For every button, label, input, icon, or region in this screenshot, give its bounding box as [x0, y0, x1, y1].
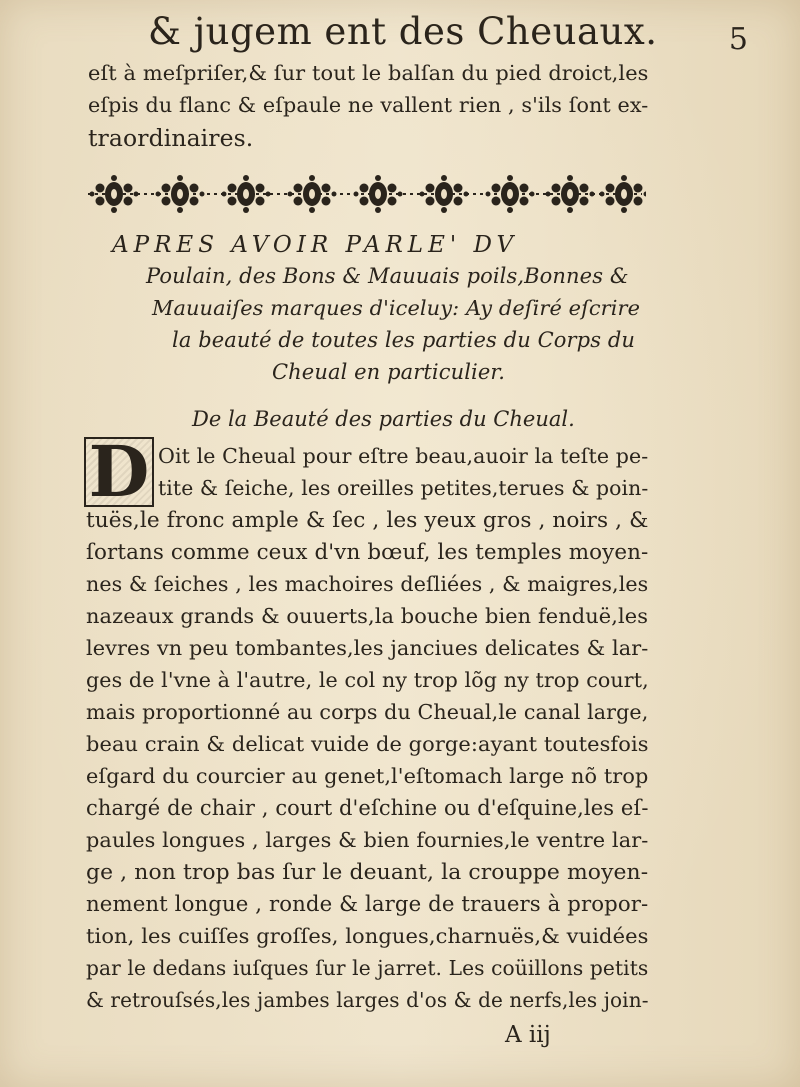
body-line: tite & ſeiche, les oreilles petites,terues & poin-	[158, 476, 649, 500]
signature-mark: A iij	[505, 1022, 551, 1048]
body-line: & retrouſsés,les jambes larges d'os & de nerfs,les join-	[86, 988, 649, 1012]
body-line: ſortans comme ceux d'vn bœuf, les temples moyen-	[86, 540, 649, 565]
drop-cap	[84, 430, 154, 513]
body-line: ges de l'vne à l'autre, le col ny trop lõg ny trop court,	[86, 668, 649, 692]
fleuron-ornament-band	[84, 172, 646, 216]
body-line: ge , non trop bas ſur le deuant, la crouppe moyen-	[86, 860, 649, 885]
heading-line: APRES AVOIR PARLE' DV	[112, 232, 519, 258]
heading-line: Poulain, des Bons & Mauuais poils,Bonnes &	[146, 264, 629, 288]
intro-line: eſpis du flanc & eſpaule ne vallent rien , s'ils ſont ex-	[88, 93, 649, 117]
heading-line: la beauté de toutes les parties du Corps du	[172, 328, 636, 352]
page-number: 5	[728, 22, 748, 57]
intro-line: traordinaires.	[88, 124, 254, 152]
body-line: par le dedans iuſques ſur le jarret. Les coüillons petits	[86, 956, 649, 980]
running-title: & jugem ent des Cheuaux.	[148, 10, 658, 53]
body-line: levres vn peu tombantes,les janciues delicates & lar-	[86, 636, 649, 660]
body-line: eſgard du courcier au genet,l'eſtomach large nõ trop	[86, 764, 649, 788]
body-line: nes & ſeiches , les machoires deſliées , & maigres,les	[86, 572, 649, 596]
section-subheading: De la Beauté des parties du Cheual.	[192, 407, 575, 431]
body-line: beau crain & delicat vuide de gorge:ayant toutesfois	[86, 732, 649, 756]
body-line: Oit le Cheual pour eſtre beau,auoir la teſte pe-	[158, 444, 649, 468]
heading-line: Cheual en particulier.	[272, 360, 505, 384]
intro-line: eſt à meſpriſer,& ſur tout le balſan du pied droict,les	[88, 61, 649, 85]
body-line: mais proportionné au corps du Cheual,le canal large,	[86, 700, 649, 724]
heading-line: Mauuaiſes marques d'iceluy: Ay deſiré eſcrire	[152, 296, 641, 320]
body-line: nement longue , ronde & large de trauers à propor-	[86, 892, 649, 917]
body-line: paules longues , larges & bien fournies,le ventre lar-	[86, 828, 649, 852]
body-line: chargé de chair , court d'eſchine ou d'eſquine,les eſ-	[86, 796, 649, 820]
body-line: nazeaux grands & ouuerts,la bouche bien fenduë,les	[86, 604, 649, 628]
body-line: tuës,le fronc ample & ſec , les yeux gros , noirs , &	[86, 508, 649, 533]
body-line: tion, les cuiſſes groſſes, longues,charnuës,& vuidées	[86, 924, 649, 948]
drop-cap-letter: D	[88, 430, 150, 513]
running-head	[148, 6, 748, 62]
